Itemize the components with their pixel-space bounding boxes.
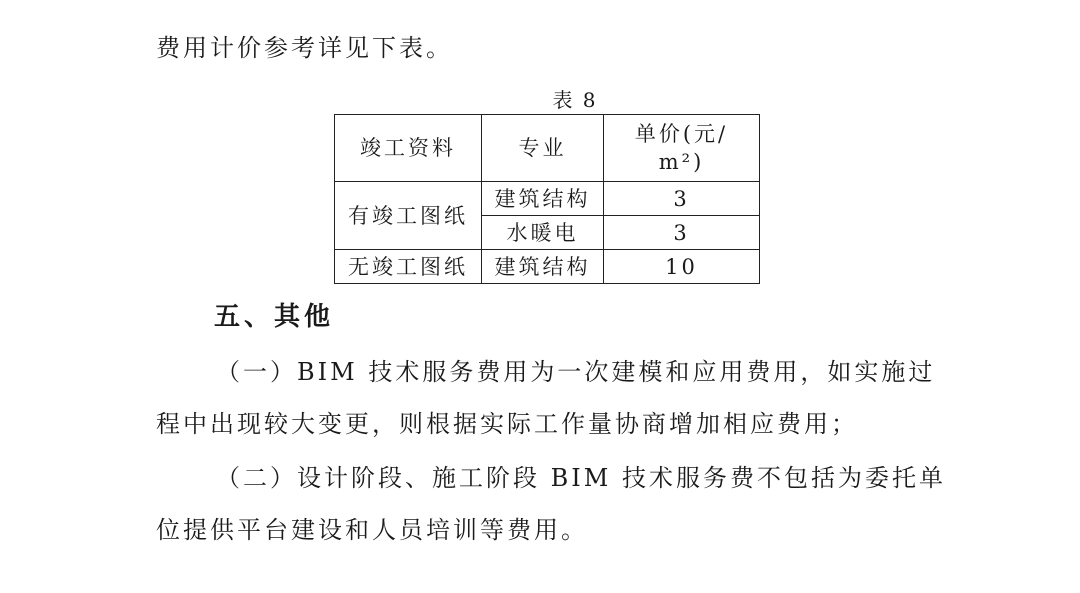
cell-major: 建筑结构 bbox=[482, 182, 604, 216]
cell-price: 3 bbox=[604, 216, 760, 250]
header-unit-price-line2: m²) bbox=[658, 150, 705, 174]
header-unit-price bbox=[604, 115, 760, 182]
cell-major: 建筑结构 bbox=[482, 250, 604, 284]
intro-text: 费用计价参考详见下表。 bbox=[156, 34, 453, 62]
table-row bbox=[335, 250, 760, 284]
section-title: 五、其他 bbox=[214, 302, 335, 332]
header-completion-docs: 竣工资料 bbox=[335, 115, 482, 182]
header-unit-price-line1: 单价(元/ bbox=[634, 122, 729, 146]
header-major: 专业 bbox=[482, 115, 604, 182]
paragraph-line: （二）设计阶段、施工阶段 BIM 技术服务费不包括为委托单 bbox=[216, 464, 946, 492]
cell-price: 3 bbox=[604, 182, 760, 216]
cell-major: 水暖电 bbox=[482, 216, 604, 250]
table-row bbox=[335, 182, 760, 216]
paragraph-line: 位提供平台建设和人员培训等费用。 bbox=[156, 516, 588, 544]
group-without-drawings: 无竣工图纸 bbox=[335, 250, 482, 284]
cell-price: 10 bbox=[604, 250, 760, 284]
paragraph-line: 程中出现较大变更，则根据实际工作量协商增加相应费用； bbox=[156, 410, 858, 438]
fee-table bbox=[334, 114, 760, 284]
table-header-row bbox=[335, 115, 760, 182]
group-with-drawings: 有竣工图纸 bbox=[335, 182, 482, 250]
paragraph-line: （一）BIM 技术服务费用为一次建模和应用费用，如实施过 bbox=[216, 358, 936, 386]
table-caption: 表 8 bbox=[552, 88, 598, 112]
